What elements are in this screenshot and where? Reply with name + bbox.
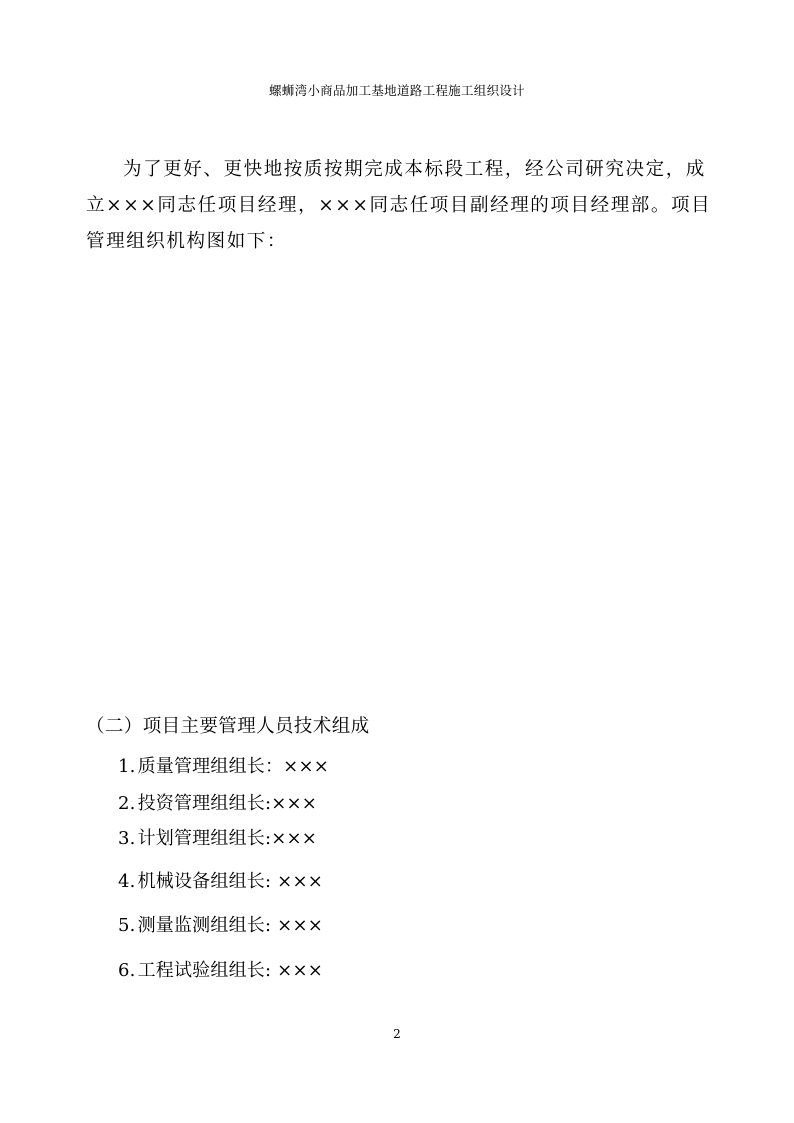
list-item-number: 5. [118, 915, 136, 936]
list-item-label: 工程试验组组长: ××× [137, 960, 324, 981]
page-number: 2 [393, 1027, 401, 1041]
list-item [118, 752, 329, 778]
list-item [118, 824, 317, 850]
list-item-number: 1. [118, 756, 136, 777]
list-item [118, 789, 317, 815]
page-header-title: 螺蛳湾小商品加工基地道路工程施工组织设计 [268, 83, 525, 98]
list-item-label: 投资管理组组长:××× [137, 793, 318, 814]
org-chart-placeholder [86, 280, 718, 700]
list-item-label: 计划管理组组长:××× [137, 828, 318, 849]
list-item-label: 机械设备组组长: ××× [137, 871, 324, 892]
intro-paragraph: 为了更好、更快地按质按期完成本标段工程，经公司研究决定，成立×××同志任项目经理，×××同志任项目副经理的项目经理部。项目管理组织机构图如下： [86, 159, 712, 252]
list-item-label: 测量监测组组长: ××× [137, 915, 324, 936]
list-item-number: 3. [118, 828, 136, 849]
list-item [118, 911, 323, 937]
list-item-label: 质量管理组组长：××× [137, 756, 330, 777]
list-item-number: 2. [118, 793, 136, 814]
section-heading: （二）项目主要管理人员技术组成 [86, 716, 370, 737]
list-item [118, 867, 323, 893]
list-item-number: 4. [118, 871, 136, 892]
list-item [118, 956, 323, 982]
list-item-number: 6. [118, 960, 136, 981]
